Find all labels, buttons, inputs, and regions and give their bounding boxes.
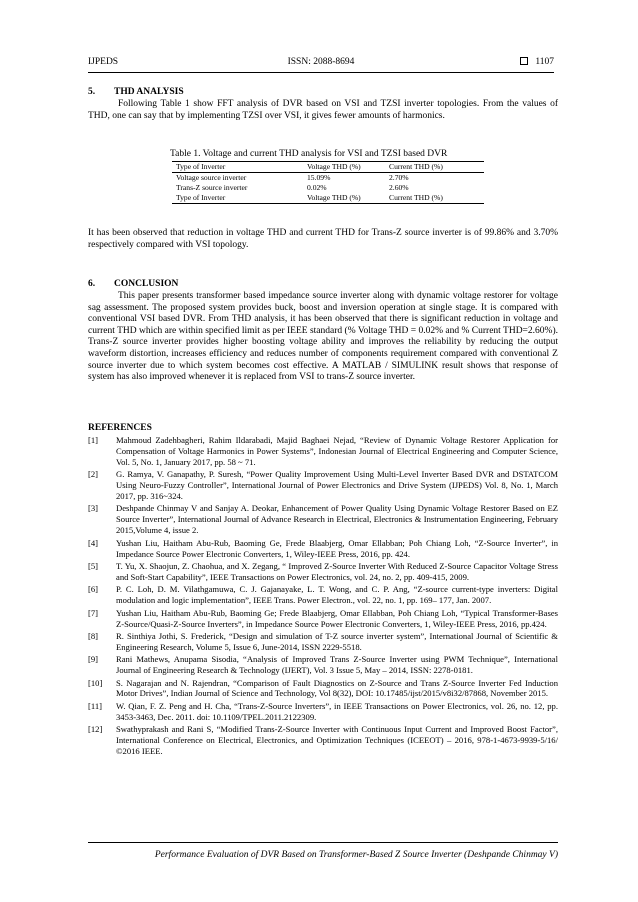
reference-item: [6] P. C. Loh, D. M. Vilathgamuwa, C. J. Gajanayake, L. T. Wong, and C. P. Ang, “Z-source current-type inverters: Digital modulation and logic implementation”, IEEE Trans. Power Electron., vol. 22, no. 1, pp. 169– 177, Jan. 2007. <box>88 584 558 606</box>
page-footer: Performance Evaluation of DVR Based on Transformer-Based Z Source Inverter (Deshpande Chinmay V) <box>154 850 558 860</box>
checkbox-square-icon <box>520 57 528 65</box>
page-number: 1107 <box>535 57 554 67</box>
reference-item: [11] W. Qian, F. Z. Peng and H. Cha, “Trans-Z-Source Inverters”, in IEEE Transactions on Power Electronics, vol. 26, no. 12, pp. 3453-3463, Dec. 2011. doi: 10.1109/TPEL.2011.2122309. <box>88 700 558 722</box>
reference-item: [9] Rani Mathews, Anupama Sisodia, “Analysis of Improved Trans Z-Source Inverter using PWM Technique”, International Journal of Engineering Research & Technology (IJERT), Vol. 3 Issue 5, May – 2014, ISSN: 2278-0181. <box>88 654 558 676</box>
section-6-paragraph: This paper presents transformer based impedance source inverter along with dynamic voltage restorer for voltage sag assessment. The proposed system provides buck, boost and inversion operation at single stage. It is compared with conventional VSI based DVR. From THD analysis, it has been observed that there is significant reduction in voltage and current THD which are within specified limit as per IEEE standard (% Voltage THD = 0.02% and % Current THD=2.60%). Trans-Z source inverter provides higher boosting voltage ability and improves the reliability by reducing the output waveform distortion, increases efficiency and reduces number of components requirement compared with conventional Z source inverter due to which system becomes cost effective. A MATLAB / SIMULINK result shows that response of system has also improved whenever it is replaced from VSI to trans-Z source inverter. <box>88 291 558 383</box>
reference-item: [4] Yushan Liu, Haitham Abu-Rub, Baoming Ge, Frede Blaabjerg, Omar Ellabban; Poh Chiang Loh, “Z-Source Inverter”, in Impedance Source Power Electronic Converters, 1, Wiley-IEEE Press, 2016, pp. 424. <box>88 537 558 559</box>
references-heading: REFERENCES <box>88 423 152 433</box>
thd-table <box>172 161 484 204</box>
reference-item: [5] T. Yu, X. Shaojun, Z. Chaohua, and X. Zegang, “ Improved Z-Source Inverter With Reduced Z-Source Capacitor Voltage Stress and Soft-Start Capability”, IEEE Transactions on Power Electronics, vol. 24, no. 2, pp. 409-415, 2009. <box>88 560 558 582</box>
footer-rule <box>88 842 558 843</box>
reference-item: [2] G. Ramya, V. Ganapathy, P. Suresh, “Power Quality Improvement Using Multi-Level Inverter Based DVR and DSTATCOM Using Neuro-Fuzzy Controller”, International Journal of Power Electronics and Drive System (IJPEDS) Vol. 8, No. 1, March 2017, pp. 316~324. <box>88 469 558 502</box>
reference-item: [12] Swathyprakash and Rani S, “Modified Trans-Z-Source Inverter with Continuous Input Current and Improved Boost Factor”, International Conference on Electrical, Electronics, and Optimization Techniques (ICEEOT) – 2016, 978-1-4673-9939-5/16/ ©2016 IEEE. <box>88 724 558 756</box>
reference-item: [3] Deshpande Chinmay V and Sanjay A. Deokar, Enhancement of Power Quality Using Dynamic Voltage Restorer Based on EZ Source Inverter”, International Journal of Advance Research in Electrical, Electronics & Instrumentation Engineering, February 2015,Volume 4, issue 2. <box>88 503 558 536</box>
references-list <box>88 435 558 758</box>
table-caption: Table 1. Voltage and current THD analysis for VSI and TZSI based DVR <box>170 149 448 159</box>
table-discussion: It has been observed that reduction in voltage THD and current THD for Trans-Z source inverter is of 99.86% and 3.70% respectively compared with VSI topology. <box>88 228 558 250</box>
issn: ISSN: 2088-8694 <box>287 57 355 67</box>
reference-item: [8] R. Sinthiya Jothi, S. Frederick, “Design and simulation of T-Z source inverter system”, International Journal of Scientific & Engineering Research, Volume 5, Issue 6, June-2014, ISSN 2229-5518. <box>88 630 558 652</box>
journal-name: IJPEDS <box>88 57 119 67</box>
page-header <box>88 57 554 71</box>
page-number-block <box>520 57 554 67</box>
table-bottom-rule <box>172 203 484 204</box>
header-rule <box>88 72 554 73</box>
table-header-row: Type of Inverter Voltage THD (%) Current THD (%) <box>172 161 484 172</box>
table-row: Type of Inverter Voltage THD (%) Current THD (%) <box>176 193 443 202</box>
table-row: Voltage source inverter 15.09% 2.70% <box>172 172 484 183</box>
reference-item: [7] Yushan Liu, Haitham Abu-Rub, Baoming Ge; Frede Blaabjerg, Omar Ellabban, Poh Chiang Loh, “Typical Transformer-Bases Z-Source/Quasi-Z-Source Inverters”, in Impedance Source Power Electronic Converters, 1, Wiley-IEEE Press, 2016, pp.424. <box>88 607 558 629</box>
section-5-paragraph: Following Table 1 show FFT analysis of DVR based on VSI and TZSI inverter topologies. From the values of THD, one can say that by implementing TZSI over VSI, it gives fewer amounts of harmonics. <box>88 99 558 121</box>
section-6-heading: 6. CONCLUSION <box>88 279 179 289</box>
table-row: Trans-Z source inverter 0.02% 2.60% <box>176 183 409 192</box>
reference-item: [1] Mahmoud Zadehbagheri, Rahim Ildarabadi, Majid Baghaei Nejad, “Review of Dynamic Voltage Restorer Application for Compensation of Voltage Harmonics in Power Systems”, Indonesian Journal of Electrical Engineering and Computer Science, Vol. 5, No. 1, January 2017, pp. 58 ~ 71. <box>88 435 558 467</box>
reference-item: [10] S. Nagarajan and N. Rajendran, “Comparison of Fault Diagnostics on Z-Source and Trans Z-Source Inverter Fed Induction Motor Drives”, Indian Journal of Science and Technology, Vol 8(32), DOI: 10.17485/ijst/2015/v8i32/87868, November 2015. <box>88 677 558 699</box>
section-5-heading: 5. THD ANALYSIS <box>88 87 184 97</box>
